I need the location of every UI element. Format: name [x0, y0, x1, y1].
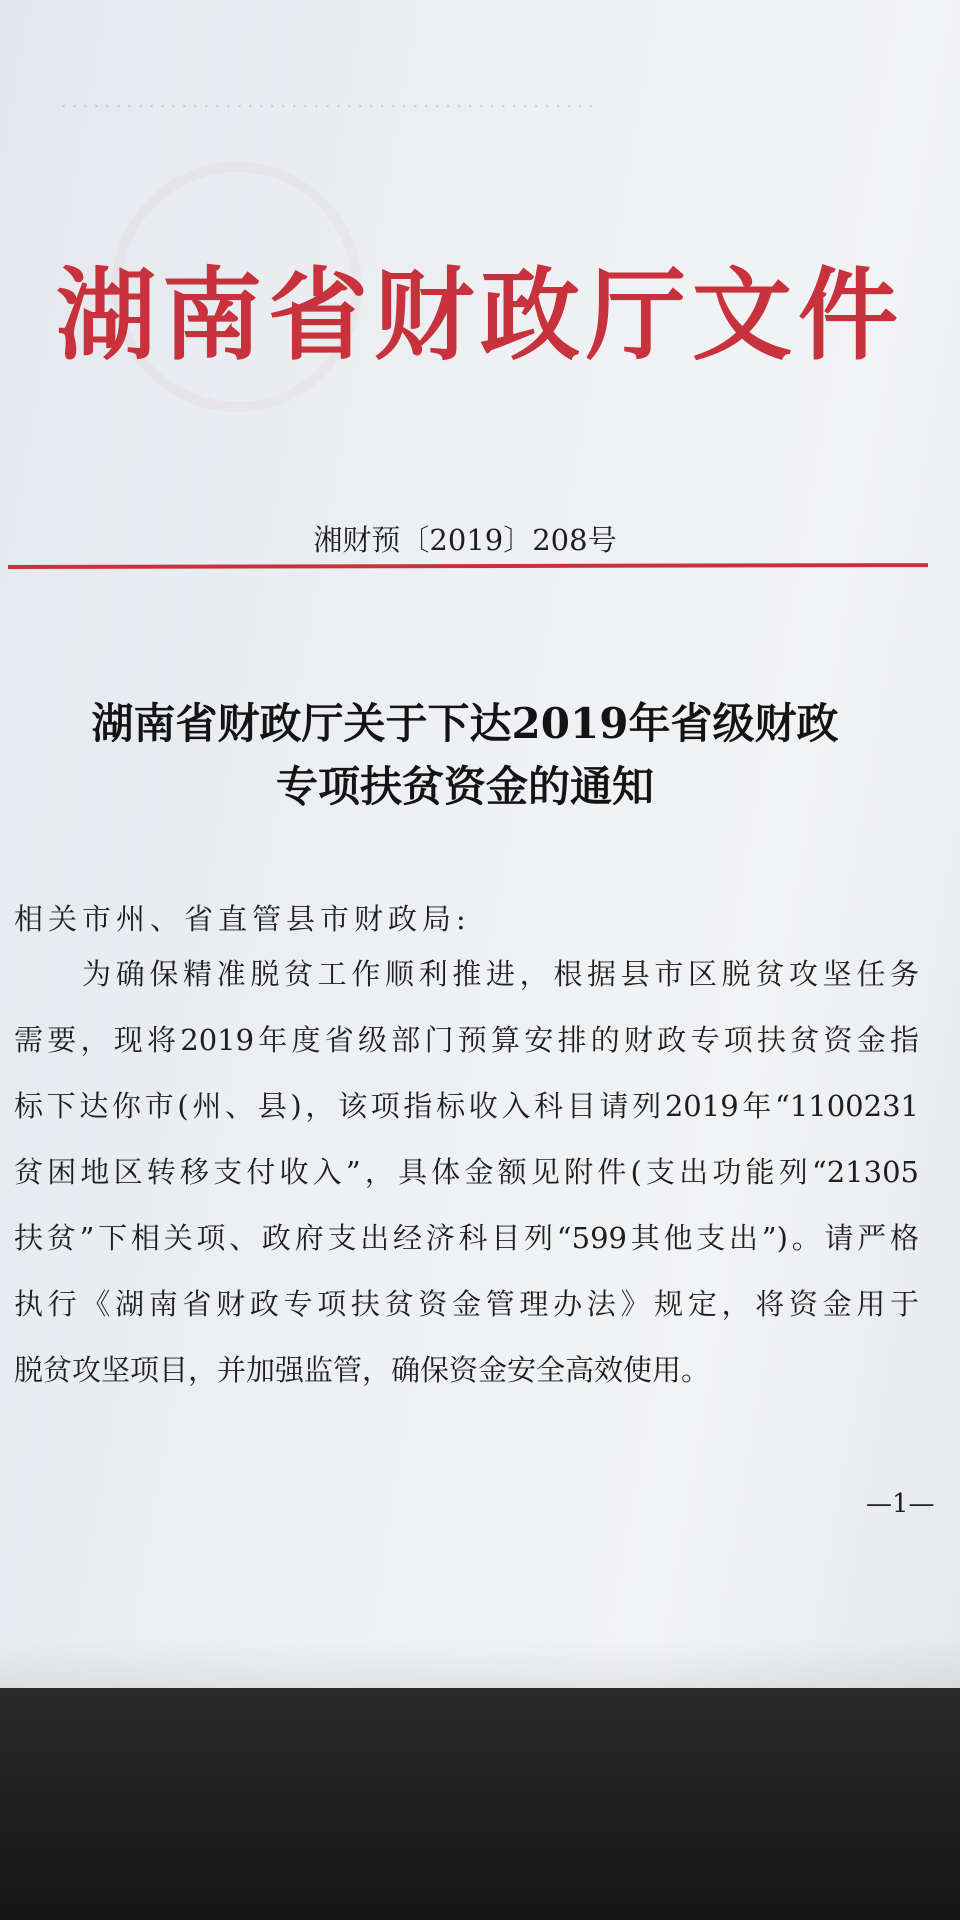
body-line: 贫困地区转移支付收入”，具体金额见附件(支出功能列“21305 [14, 1155, 919, 1189]
dark-background-surface [0, 1688, 960, 1920]
body-line: 脱贫攻坚项目，并加强监管，确保资金安全高效使用。 [14, 1353, 711, 1387]
red-divider-line [8, 563, 928, 569]
page-number: —1— [866, 1489, 935, 1519]
salutation: 相关市州、省直管县市财政局: [14, 902, 471, 936]
document-number: 湘财预〔2019〕208号 [313, 523, 617, 557]
body-line: 标下达你市(州、县)，该项指标收入科目请列2019年“1100231 [14, 1089, 919, 1123]
bleed-through-text: ················································· [60, 95, 599, 120]
document-header-title: 湖南省财政厅文件 [56, 256, 904, 374]
body-line: 为确保精准脱贫工作顺利推进，根据县市区脱贫攻坚任务 [82, 957, 919, 991]
notice-title-line-2: 专项扶贫资金的通知 [275, 762, 654, 811]
notice-title-line-1: 湖南省财政厅关于下达2019年省级财政 [91, 699, 839, 748]
body-line: 扶贫”下相关项、政府支出经济科目列“599其他支出”)。请严格 [14, 1221, 919, 1255]
body-line: 执行《湖南省财政专项扶贫资金管理办法》规定，将资金用于 [14, 1287, 919, 1321]
body-line: 需要，现将2019年度省级部门预算安排的财政专项扶贫资金指 [14, 1023, 919, 1057]
